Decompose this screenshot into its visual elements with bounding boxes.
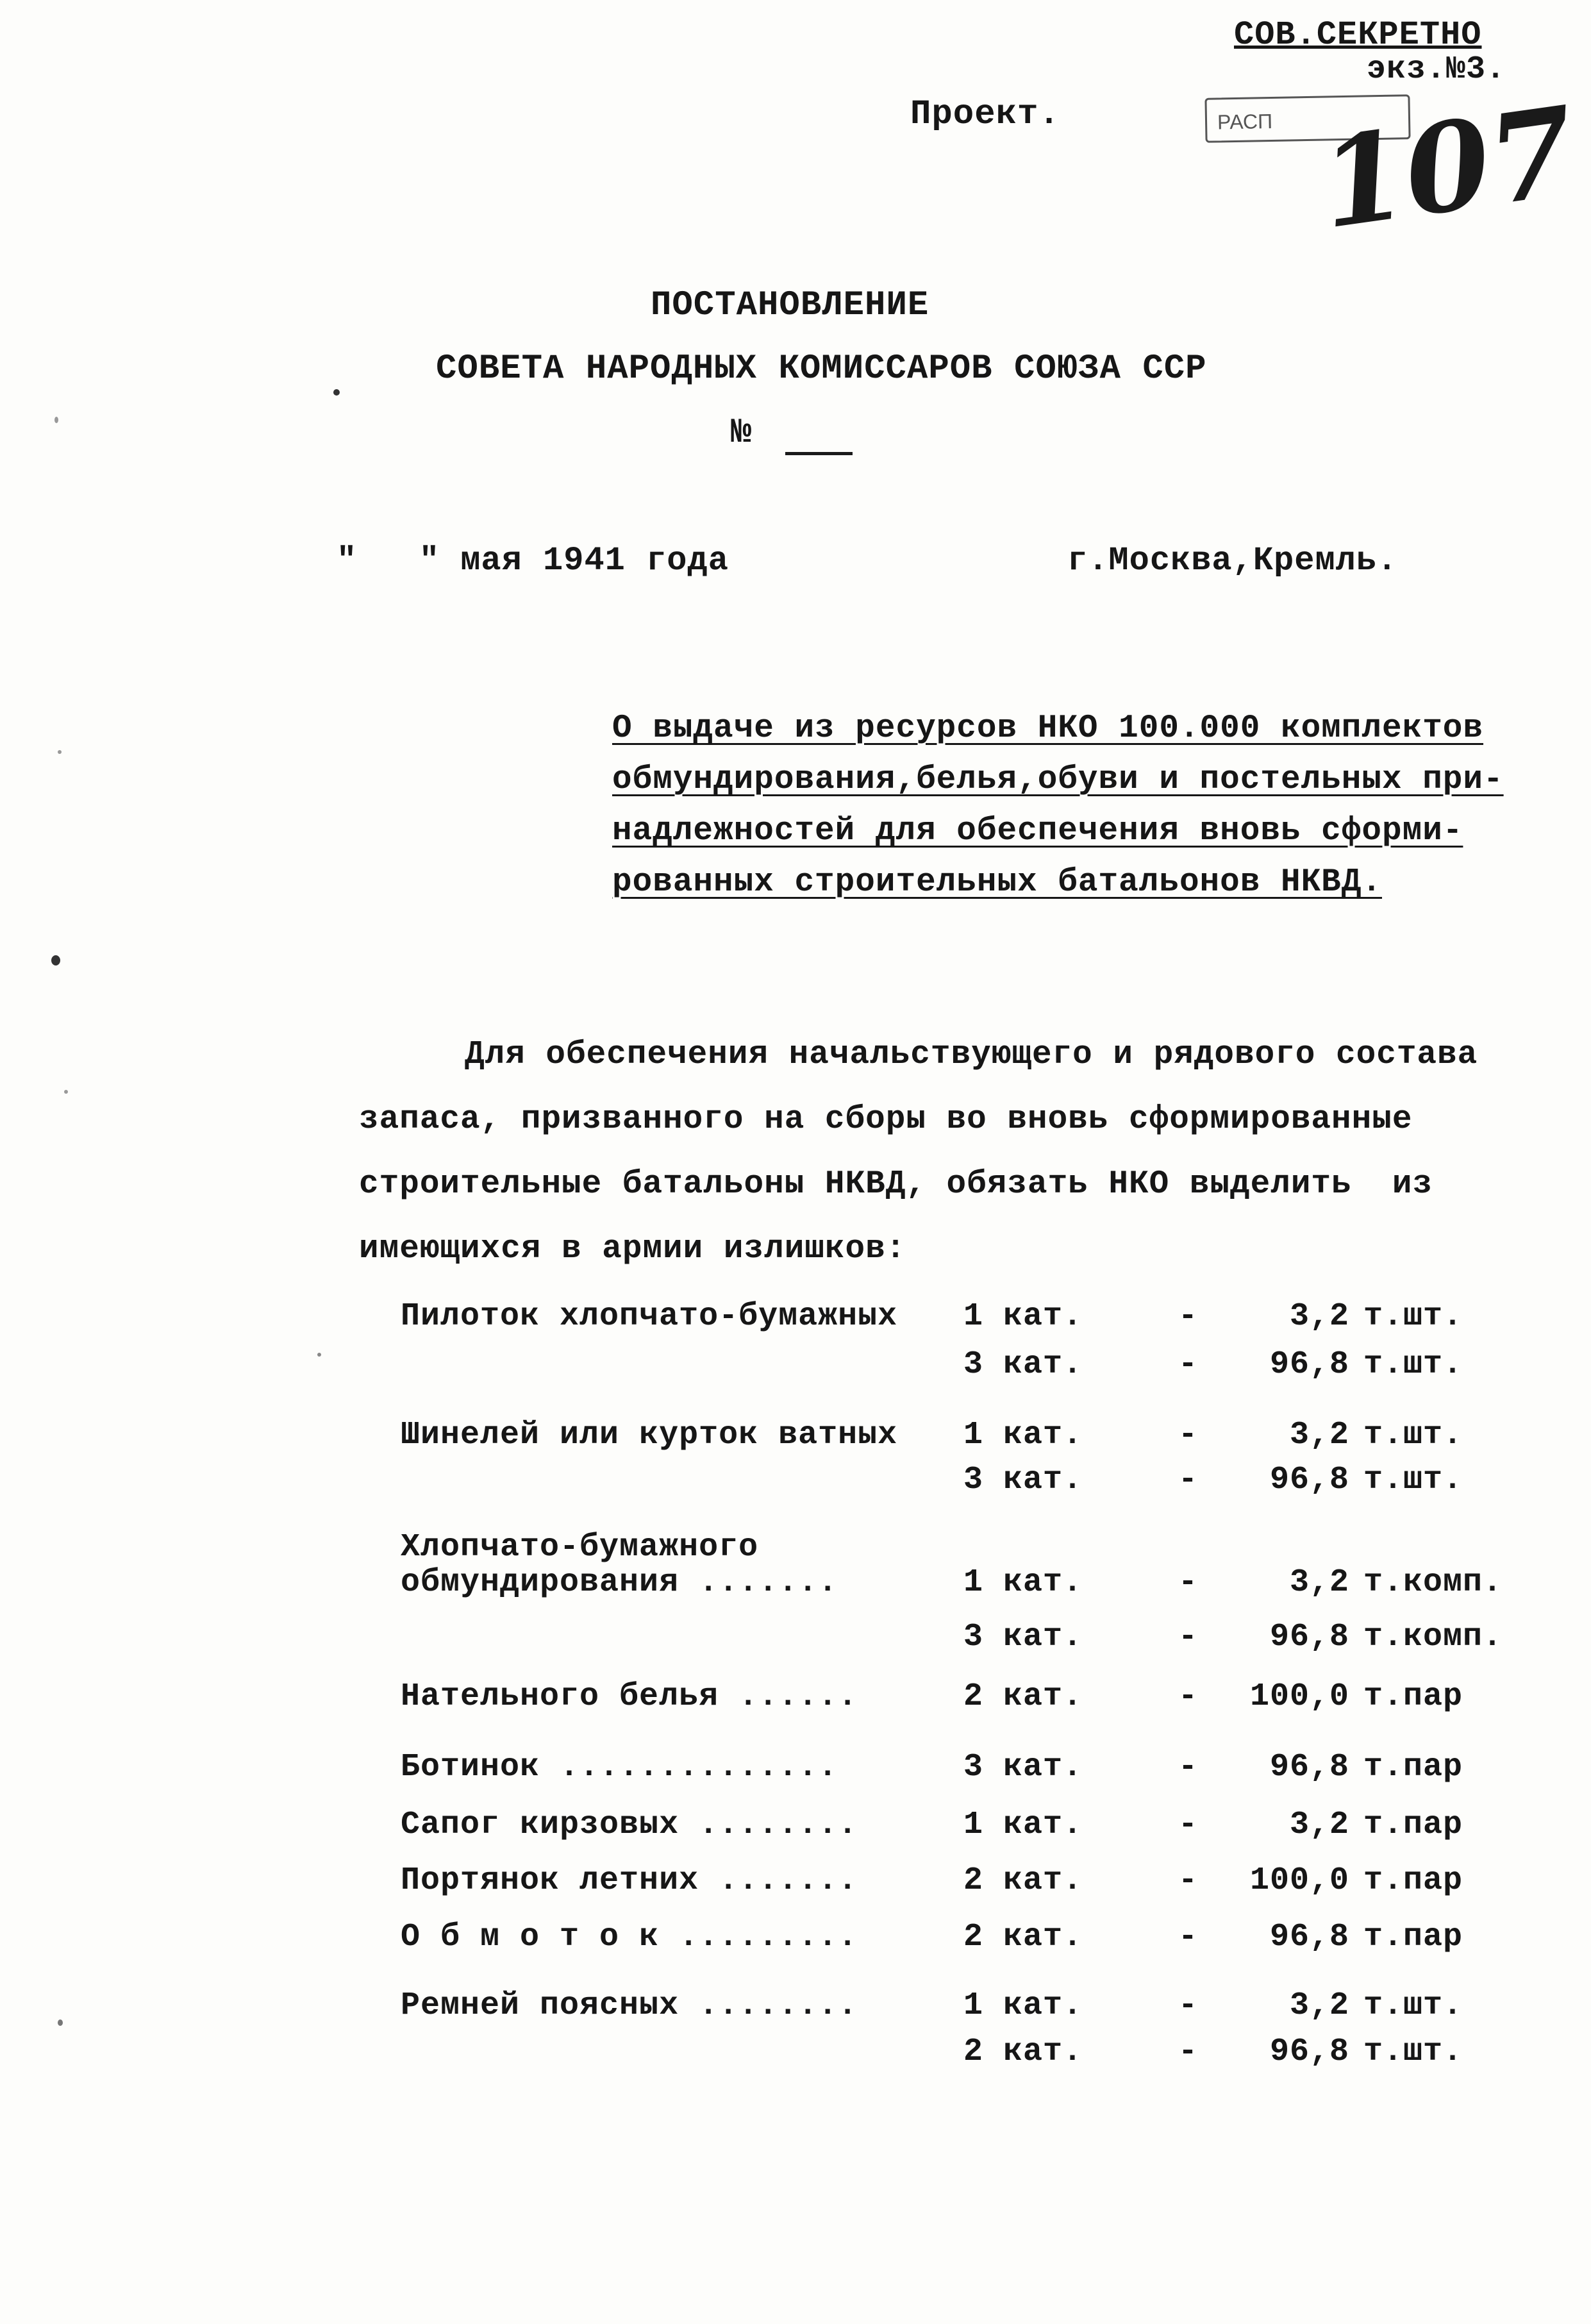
item-quantity: 3,2 — [1289, 1417, 1349, 1453]
item-quantity: 3,2 — [1289, 1987, 1349, 2024]
document-number-label: № — [731, 414, 753, 453]
item-quantity: 96,8 — [1269, 1619, 1349, 1655]
item-quantity: 96,8 — [1269, 1462, 1349, 1498]
scan-speck — [317, 1353, 321, 1357]
scan-speck — [58, 750, 62, 754]
item-quantity: 3,2 — [1289, 1807, 1349, 1843]
item-name: Пилоток хлопчато-бумажных — [401, 1298, 898, 1335]
scan-speck — [51, 955, 60, 966]
item-unit: т.пар — [1363, 1862, 1463, 1899]
list-item — [0, 1919, 1591, 1964]
item-name: Портянок летних ....... — [401, 1862, 858, 1899]
item-dash: - — [1178, 1919, 1199, 1955]
list-item — [0, 1564, 1591, 1609]
scan-speck — [58, 2019, 63, 2026]
item-dash: - — [1178, 1987, 1199, 2024]
item-unit: т.шт. — [1363, 1462, 1463, 1498]
preamble-line: строительные батальоны НКВД, обязать НКО выделить из — [359, 1166, 1433, 1203]
item-unit: т.комп. — [1363, 1619, 1503, 1655]
scan-speck — [333, 389, 340, 396]
item-category: 1 кат. — [963, 1417, 1083, 1453]
item-unit: т.шт. — [1363, 1987, 1463, 2024]
item-quantity: 96,8 — [1269, 1749, 1349, 1785]
document-type-title: ПОСТАНОВЛЕНИЕ — [651, 286, 929, 325]
item-category: 1 кат. — [963, 1298, 1083, 1335]
item-dash: - — [1178, 1862, 1199, 1899]
item-unit: т.шт. — [1363, 1298, 1463, 1335]
item-category: 2 кат. — [963, 1862, 1083, 1899]
item-unit: т.шт. — [1363, 2034, 1463, 2070]
issuing-body: СОВЕТА НАРОДНЫХ КОМИССАРОВ СОЮЗА ССР — [436, 349, 1207, 389]
draft-label: Проект. — [910, 95, 1060, 134]
document-place: г.Москва,Кремль. — [1067, 542, 1398, 580]
item-category: 1 кат. — [963, 1987, 1083, 2024]
list-item — [0, 1807, 1591, 1852]
handwritten-folio-number: 107 — [1312, 79, 1584, 256]
item-category: 3 кат. — [963, 1346, 1083, 1383]
subject-line: обмундирования,белья,обуви и постельных при- — [612, 762, 1504, 798]
item-category: 2 кат. — [963, 1919, 1083, 1955]
item-category: 3 кат. — [963, 1749, 1083, 1785]
preamble-line: Для обеспечения начальствующего и рядового состава — [465, 1037, 1478, 1073]
item-dash: - — [1178, 1346, 1199, 1383]
item-dash: - — [1178, 1749, 1199, 1785]
item-category: 1 кат. — [963, 1807, 1083, 1843]
item-unit: т.пар — [1363, 1749, 1463, 1785]
list-item — [0, 1417, 1591, 1462]
item-name: Сапог кирзовых ........ — [401, 1807, 858, 1843]
list-item — [0, 2034, 1591, 2078]
classification-mark: СОВ.СЕКРЕТНО — [1234, 16, 1482, 54]
preamble-line: запаса, призванного на сборы во вновь сформированные — [359, 1101, 1413, 1138]
item-dash: - — [1178, 1298, 1199, 1335]
subject-line: надлежностей для обеспечения вновь сформи- — [612, 813, 1463, 849]
item-category: 2 кат. — [963, 2034, 1083, 2070]
item-quantity: 96,8 — [1269, 2034, 1349, 2070]
item-quantity: 100,0 — [1249, 1862, 1349, 1899]
item-dash: - — [1178, 1417, 1199, 1453]
item-dash: - — [1178, 1678, 1199, 1715]
preamble-paragraph — [359, 1023, 1478, 1282]
item-name: обмундирования ....... — [401, 1564, 838, 1601]
preamble-line: имеющихся в армии излишков: — [359, 1231, 906, 1267]
list-item — [0, 1987, 1591, 2032]
item-unit: т.шт. — [1363, 1417, 1463, 1453]
item-name: Шинелей или курток ватных — [401, 1417, 898, 1453]
item-category: 1 кат. — [963, 1564, 1083, 1601]
document-date: " " мая 1941 года — [337, 542, 729, 580]
item-category: 3 кат. — [963, 1462, 1083, 1498]
item-category: 3 кат. — [963, 1619, 1083, 1655]
item-name: Ремней поясных ........ — [401, 1987, 858, 2024]
item-unit: т.шт. — [1363, 1346, 1463, 1383]
document-number-blank — [785, 452, 853, 455]
item-name: Хлопчато-бумажного — [401, 1529, 759, 1566]
item-quantity: 100,0 — [1249, 1678, 1349, 1715]
item-category: 2 кат. — [963, 1678, 1083, 1715]
item-dash: - — [1178, 1619, 1199, 1655]
list-item — [0, 1862, 1591, 1907]
item-unit: т.комп. — [1363, 1564, 1503, 1601]
copy-number: экз.№3. — [1367, 51, 1506, 88]
item-quantity: 96,8 — [1269, 1919, 1349, 1955]
item-dash: - — [1178, 1807, 1199, 1843]
item-dash: - — [1178, 1564, 1199, 1601]
item-unit: т.пар — [1363, 1678, 1463, 1715]
item-dash: - — [1178, 1462, 1199, 1498]
list-item — [0, 1298, 1591, 1343]
list-item — [0, 1619, 1591, 1664]
scan-speck — [64, 1090, 68, 1094]
list-item — [0, 1749, 1591, 1794]
item-name: О б м о т о к ......... — [401, 1919, 858, 1955]
item-unit: т.пар — [1363, 1807, 1463, 1843]
list-item — [0, 1462, 1591, 1507]
registration-stamp: РАСП — [1204, 94, 1410, 143]
subject-block — [612, 703, 1504, 908]
item-dash: - — [1178, 2034, 1199, 2070]
item-unit: т.пар — [1363, 1919, 1463, 1955]
item-quantity: 3,2 — [1289, 1564, 1349, 1601]
subject-line: рованных строительных батальонов НКВД. — [612, 864, 1382, 901]
list-item — [0, 1346, 1591, 1391]
item-quantity: 96,8 — [1269, 1346, 1349, 1383]
subject-line: О выдаче из ресурсов НКО 100.000 комплектов — [612, 710, 1484, 747]
item-quantity: 3,2 — [1289, 1298, 1349, 1335]
item-name: Ботинок .............. — [401, 1749, 838, 1785]
scan-speck — [54, 417, 58, 423]
list-item — [0, 1678, 1591, 1723]
item-name: Нательного белья ...... — [401, 1678, 858, 1715]
